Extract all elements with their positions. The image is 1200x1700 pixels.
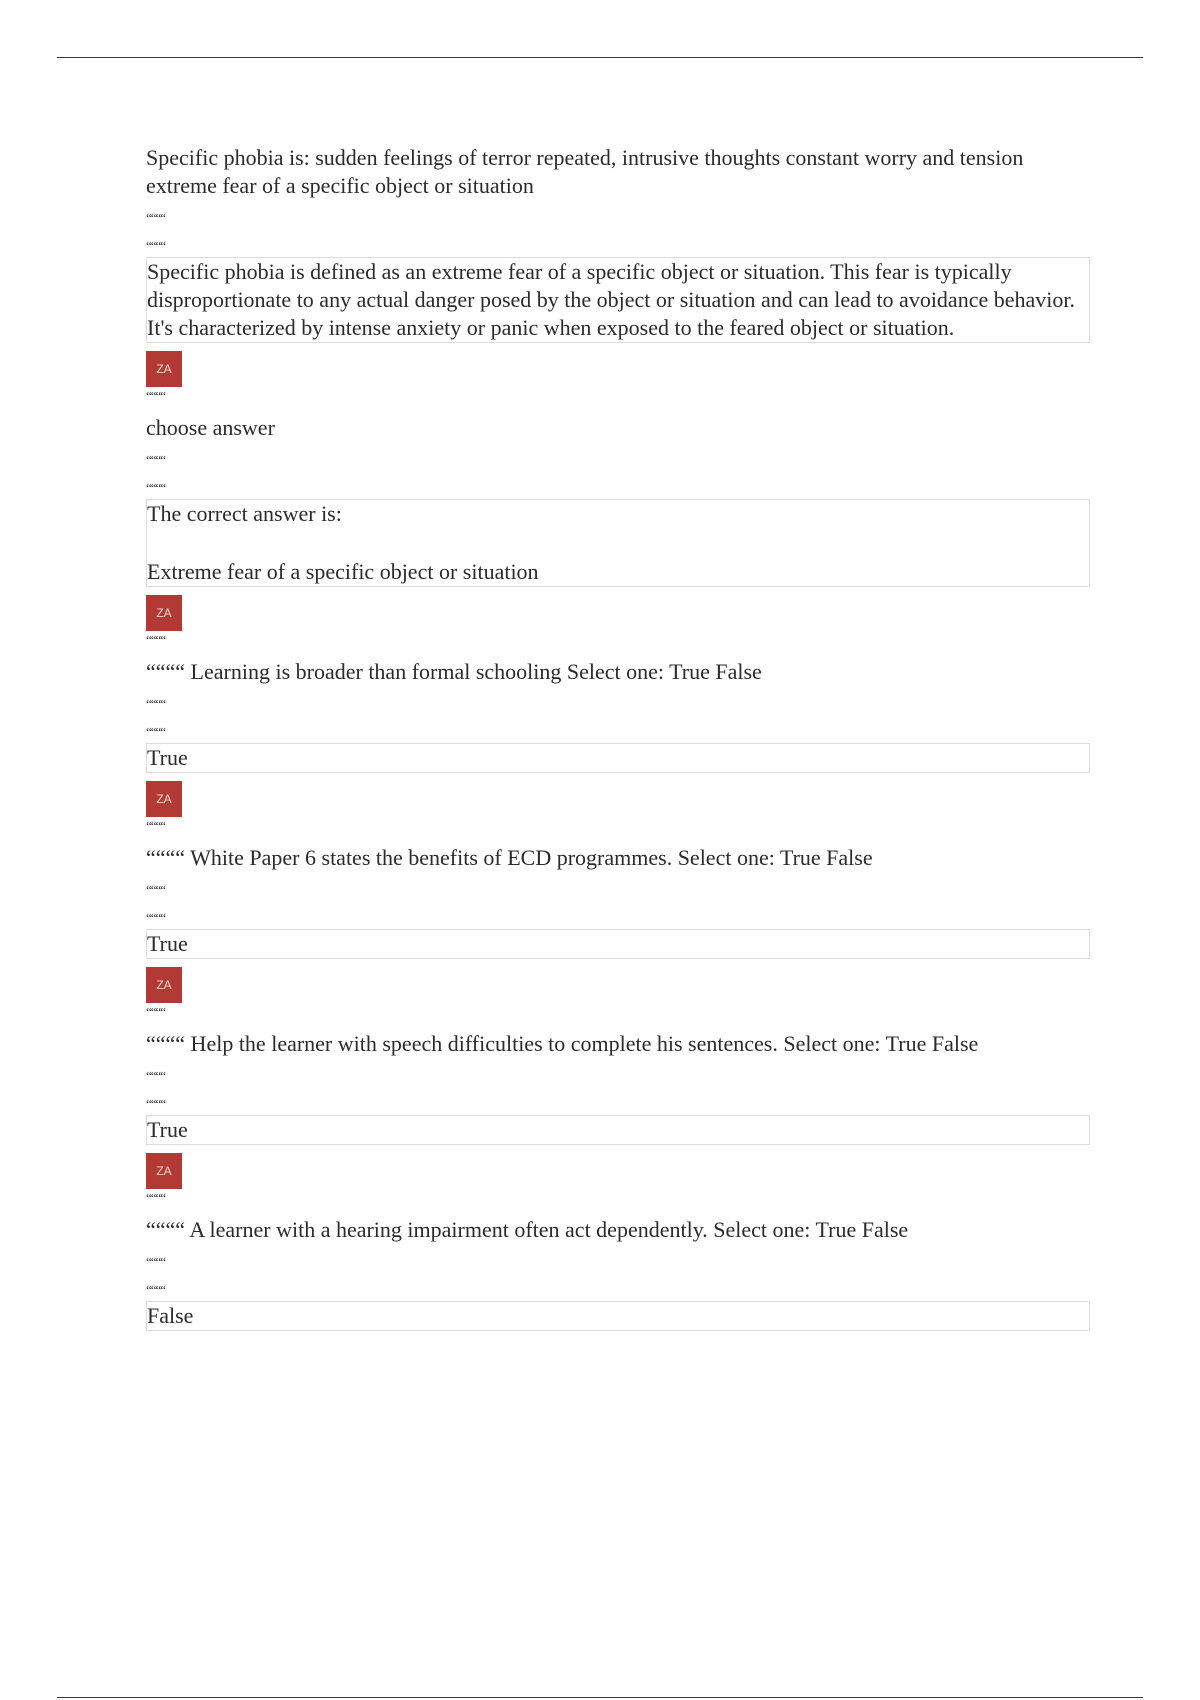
quote-marks: ““““	[146, 696, 166, 711]
answer-box	[146, 499, 1090, 587]
answer-line: Specific phobia is defined as an extreme fear of a specific object or situation. This fear is typically disproportionate to any actual danger posed by the object or situation and can lead to avoidance behavior. It's characterized by intense anxiety or panic when exposed to the feared object or situation.	[147, 259, 1075, 340]
za-badge-icon[interactable]: ZA	[146, 967, 182, 1003]
qa-item	[146, 414, 1090, 647]
quote-marks: ““““	[146, 1004, 166, 1019]
answer-line: The correct answer is:	[147, 501, 342, 526]
quote-marks: ““““	[146, 210, 166, 225]
header-rule	[57, 57, 1143, 58]
quote-marks: ““““	[146, 238, 166, 253]
question-text: ““““ A learner with a hearing impairment often act dependently. Select one: True False	[146, 1217, 909, 1242]
za-badge-icon[interactable]: ZA	[146, 781, 182, 817]
answer-line: False	[147, 1303, 194, 1328]
za-badge-icon[interactable]: ZA	[146, 351, 182, 387]
answer-line: Extreme fear of a specific object or situation	[147, 559, 539, 584]
quote-marks: ““““	[146, 452, 166, 467]
quote-marks: ““““	[146, 1254, 166, 1269]
quote-marks: ““““	[146, 632, 166, 647]
qa-item	[146, 844, 1090, 1019]
question-text: Specific phobia is: sudden feelings of terror repeated, intrusive thoughts constant worry and tension extreme fear of a specific object or situation	[146, 145, 1024, 198]
quote-marks: ““““	[146, 1282, 166, 1297]
answer-box	[146, 1115, 1090, 1145]
answer-line: True	[147, 1117, 188, 1142]
question-text: ““““ White Paper 6 states the benefits of ECD programmes. Select one: True False	[146, 845, 873, 870]
quote-marks: ““““	[146, 882, 166, 897]
quote-marks: ““““	[146, 724, 166, 739]
quote-marks: ““““	[146, 1096, 166, 1111]
qa-item	[146, 658, 1090, 833]
answer-box	[146, 743, 1090, 773]
za-badge-icon[interactable]: ZA	[146, 1153, 182, 1189]
answer-line: True	[147, 745, 188, 770]
answer-box	[146, 1301, 1090, 1331]
answer-line: True	[147, 931, 188, 956]
za-badge-icon[interactable]: ZA	[146, 595, 182, 631]
quote-marks: ““““	[146, 818, 166, 833]
qa-item	[146, 1216, 1090, 1331]
qa-item	[146, 1030, 1090, 1205]
footer-rule	[57, 1697, 1143, 1698]
qa-item	[146, 144, 1090, 403]
quote-marks: ““““	[146, 910, 166, 925]
quote-marks: ““““	[146, 480, 166, 495]
question-text: ““““ Help the learner with speech difficulties to complete his sentences. Select one: True False	[146, 1031, 979, 1056]
question-text: choose answer	[146, 415, 275, 440]
answer-box	[146, 257, 1090, 343]
document-body	[146, 144, 1090, 1331]
answer-box	[146, 929, 1090, 959]
quote-marks: ““““	[146, 1068, 166, 1083]
quote-marks: ““““	[146, 1190, 166, 1205]
question-text: ““““ Learning is broader than formal schooling Select one: True False	[146, 659, 762, 684]
quote-marks: ““““	[146, 388, 166, 403]
answer-spacer	[147, 528, 1089, 558]
